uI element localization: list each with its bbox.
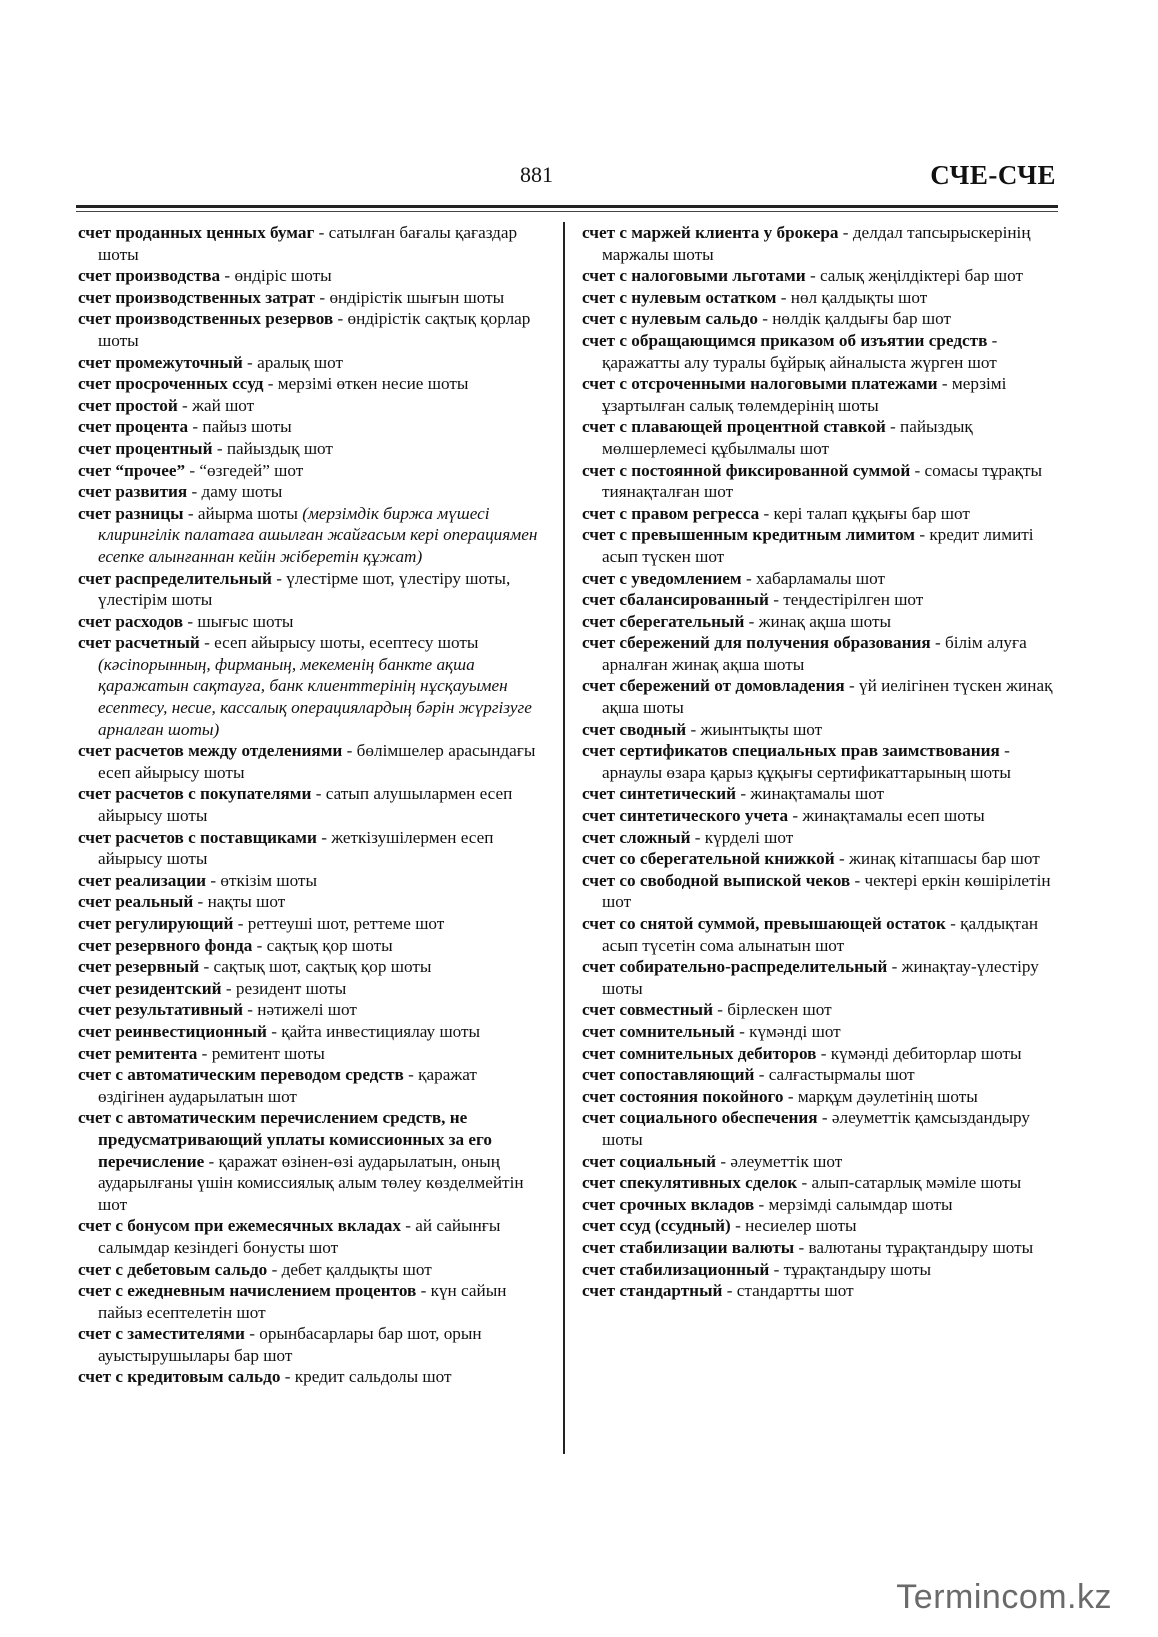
entry-translation: - мерзімі өткен несие шоты: [263, 374, 469, 394]
dictionary-entry: [582, 1151, 1054, 1173]
header-rule-thick: [76, 205, 1058, 208]
dictionary-entry: [78, 1215, 546, 1258]
entry-headword: счет расходов: [78, 611, 184, 631]
entry-translation: - стандартты шот: [722, 1281, 854, 1301]
entry-headword: счет регулирующий: [78, 914, 234, 933]
entry-translation: - айырма шоты: [183, 503, 303, 523]
entry-headword: счет сомнительных дебиторов: [582, 1043, 817, 1063]
dictionary-entry: [582, 416, 1054, 459]
dictionary-entry: [582, 740, 1054, 783]
dictionary-entry: [78, 740, 546, 783]
entry-headword: счет резервного фонда: [78, 935, 253, 955]
dictionary-entry: [582, 330, 1054, 373]
entry-translation: - қаражат өзінен-өзі аударылатын, оның аударылғаны үшін комиссиялық алым төлеу көзделмейтін шот: [98, 1151, 524, 1214]
entry-translation: - теңдестірілген шот: [768, 590, 924, 610]
entry-translation: - өндірістік шығын шоты: [315, 287, 505, 307]
entry-translation: - үй иелігінен түскен жинақ ақша шоты: [602, 676, 1053, 718]
dictionary-entry: [582, 1021, 1054, 1043]
entry-headword: счет с автоматическим переводом средств: [78, 1065, 404, 1085]
dictionary-entry: [582, 1194, 1054, 1216]
entry-headword: счет сопоставляющий: [582, 1065, 755, 1085]
entry-translation: - шығыс шоты: [183, 611, 294, 631]
entry-headword: счет ссуд (ссудный): [582, 1216, 731, 1236]
entry-translation: - қайта инвестициялау шоты: [266, 1021, 481, 1041]
entry-headword: счет социальный: [582, 1151, 717, 1171]
page-number: 881: [520, 162, 553, 187]
dictionary-entry: [78, 935, 546, 957]
entry-headword: счет с превышенным кредитным лимитом: [582, 525, 916, 545]
header-rule-thin: [76, 211, 1058, 212]
running-head: СЧЕ-СЧЕ: [930, 160, 1056, 190]
dictionary-entry: [582, 805, 1054, 827]
dictionary-entry: [78, 438, 546, 460]
entry-headword: счет реинвестиционный: [78, 1021, 267, 1041]
entry-translation: - жинақтау-үлестіру шоты: [602, 957, 1039, 998]
entry-headword: счет производства: [78, 266, 221, 286]
entry-translation: - кредит лимиті асып түскен шот: [602, 525, 1034, 566]
dictionary-entry: [582, 373, 1054, 416]
entry-headword: счет проданных ценных бумаг: [78, 223, 315, 242]
entry-headword: счет с автоматическим перечислением средств, не предусматривающий уплаты комиссионных за его перечисление: [78, 1108, 492, 1171]
entry-translation: - нақты шот: [193, 892, 286, 912]
entry-translation: - өндірістік сақтық қорлар шоты: [98, 309, 531, 350]
entry-headword: счет сводный: [582, 719, 687, 739]
entry-headword: счет производственных затрат: [78, 287, 316, 307]
entry-headword: счет резидентский: [78, 978, 222, 998]
entry-translation: - жинақтамалы шот: [736, 784, 885, 804]
entry-headword: счет промежуточный: [78, 352, 243, 372]
dictionary-entry: [582, 503, 1054, 525]
entry-translation: - үлестірме шот, үлестіру шоты, үлестірім шоты: [98, 568, 511, 610]
entry-translation: - әлеуметтік қамсыздандыру шоты: [602, 1108, 1030, 1149]
entry-headword: счет с нулевым остатком: [582, 287, 777, 307]
dictionary-entry: [78, 222, 546, 265]
entry-headword: счет социального обеспечения: [582, 1108, 818, 1128]
dictionary-entry: [78, 308, 546, 351]
entry-translation: - пайыздық шот: [212, 438, 333, 458]
entry-translation: - сатып алушылармен есеп айырысу шоты: [98, 784, 513, 826]
entry-headword: счет расчетов с покупателями: [78, 784, 312, 804]
entry-headword: счет стабилизации валюты: [582, 1237, 795, 1257]
entry-translation: - күмәнді дебиторлар шоты: [816, 1043, 1022, 1063]
entry-translation: - кері талап құқығы бар шот: [759, 503, 970, 523]
dictionary-entry: [582, 632, 1054, 675]
entry-translation: - жинақ ақша шоты: [744, 611, 892, 631]
entry-headword: счет сбережений от домовладения: [582, 676, 845, 696]
entry-translation: - бөлімшелер арасындағы есеп айырысу шоты: [98, 741, 536, 782]
entry-translation: - күмәнді шот: [734, 1021, 841, 1041]
entry-translation: - делдал тапсырыскерінің маржалы шоты: [602, 223, 1031, 264]
entry-headword: счет собирательно-распределительный: [582, 957, 888, 977]
dictionary-entry: [78, 1043, 546, 1065]
dictionary-entry: [582, 999, 1054, 1021]
dictionary-entry: [78, 1064, 546, 1107]
dictionary-entry: [78, 568, 546, 611]
entry-headword: счет спекулятивных сделок: [582, 1173, 798, 1193]
entry-translation: - мерзімі ұзартылған салық төлемдерінің шоты: [602, 374, 1007, 415]
dictionary-entry: [582, 1064, 1054, 1086]
dictionary-entry: [78, 265, 546, 287]
dictionary-entry: [582, 848, 1054, 870]
dictionary-entry: [78, 481, 546, 503]
entry-translation: - сақтық қор шоты: [252, 935, 393, 955]
entry-headword: счет сберегательный: [582, 611, 745, 631]
entry-headword: счет реализации: [78, 870, 207, 890]
entry-headword: счет с ежедневным начислением процентов: [78, 1281, 417, 1301]
dictionary-entry: [78, 460, 546, 482]
entry-headword: счет со свободной выпиской чеков: [582, 870, 851, 890]
entry-translation: - мерзімді салымдар шоты: [754, 1194, 953, 1214]
entry-translation: - өндіріс шоты: [220, 266, 332, 286]
entry-headword: счет с налоговыми льготами: [582, 266, 806, 286]
entry-headword: счет с постоянной фиксированной суммой: [582, 460, 911, 480]
entry-translation: - сатылған бағалы қағаздар шоты: [98, 223, 518, 264]
entry-headword: счет синтетического учета: [582, 806, 789, 826]
entry-translation: - қалдықтан асып түсетін сома алынатын шот: [602, 914, 1039, 955]
left-column: [78, 222, 546, 1388]
entry-translation: - нәтижелі шот: [242, 1000, 357, 1020]
entry-translation: - білім алуға арналған жинақ ақша шоты: [602, 633, 1027, 674]
dictionary-entry: [78, 1107, 546, 1215]
dictionary-entry: [582, 460, 1054, 503]
entry-headword: счет резервный: [78, 957, 200, 977]
entry-headword: счет процентный: [78, 438, 213, 458]
dictionary-entry: [582, 1086, 1054, 1108]
entry-headword: счет с правом регресса: [582, 503, 760, 523]
entry-translation: - есеп айырысу шоты, есептесу шоты: [199, 633, 479, 653]
dictionary-entry: [582, 1237, 1054, 1259]
dictionary-entry: [78, 352, 546, 374]
dictionary-entry: [582, 524, 1054, 567]
dictionary-entry: [78, 870, 546, 892]
entry-note: (кәсіпорынның, фирманың, мекеменің банкте ақша қаражатын сақтауға, банк клиенттерінің нұсқауымен есептесу, несие, кассалық операциялардың бәрін жүргізуге арналған шоты): [98, 654, 532, 739]
entry-headword: счет развития: [78, 482, 188, 502]
entry-headword: счет процента: [78, 417, 189, 437]
entry-translation: - нөлдік қалдығы бар шот: [757, 309, 952, 329]
dictionary-entry: [582, 1215, 1054, 1237]
entry-headword: счет с уведомлением: [582, 568, 742, 588]
dictionary-entry: [78, 416, 546, 438]
entry-headword: счет расчетный: [78, 633, 200, 653]
entry-translation: - қаражатты алу туралы бұйрық айналыста жүрген шот: [602, 330, 998, 372]
entry-translation: - салық жеңілдіктері бар шот: [805, 266, 1024, 286]
dictionary-entry: [582, 827, 1054, 849]
entry-translation: - нөл қалдықты шот: [776, 287, 928, 307]
entry-headword: счет сбалансированный: [582, 590, 769, 610]
entry-headword: счет синтетический: [582, 784, 737, 804]
entry-headword: счет сложный: [582, 827, 691, 847]
entry-headword: счет расчетов между отделениями: [78, 741, 343, 761]
entry-headword: счет с отсроченными налоговыми платежами: [582, 374, 938, 394]
dictionary-entry: [78, 891, 546, 913]
entry-headword: счет результативный: [78, 1000, 243, 1020]
entry-translation: - сомасы тұрақты тиянақталған шот: [602, 460, 1043, 502]
entry-headword: счет с дебетовым сальдо: [78, 1259, 268, 1279]
dictionary-entry: [78, 913, 546, 935]
dictionary-entry: [78, 1323, 546, 1366]
dictionary-entry: [78, 395, 546, 417]
dictionary-entry: [78, 1366, 546, 1388]
dictionary-entry: [78, 503, 546, 568]
entry-headword: счет сертификатов специальных прав заимствования: [582, 741, 1000, 761]
entry-note: (мерзімдік биржа мүшесі клирингілік палатаға ашылған жайғасым кері операциямен есепке алынғаннан кейін жіберетін құжат): [98, 503, 538, 566]
column-divider: [563, 222, 565, 1454]
dictionary-entry: [78, 1021, 546, 1043]
entry-headword: счет с бонусом при ежемесячных вкладах: [78, 1216, 401, 1236]
entry-translation: - жинақтамалы есеп шоты: [788, 806, 985, 826]
entry-headword: счет совместный: [582, 1000, 713, 1020]
dictionary-entry: [582, 956, 1054, 999]
entry-translation: - хабарламалы шот: [741, 568, 885, 588]
dictionary-entry: [582, 1259, 1054, 1281]
entry-headword: счет ремитента: [78, 1043, 198, 1063]
entry-headword: счет с плавающей процентной ставкой: [582, 417, 886, 437]
dictionary-entry: [582, 222, 1054, 265]
entry-headword: счет “прочее”: [78, 460, 186, 480]
dictionary-entry: [582, 265, 1054, 287]
dictionary-entry: [78, 1259, 546, 1281]
entry-headword: счет стандартный: [582, 1281, 723, 1301]
entry-headword: счет разницы: [78, 503, 184, 523]
dictionary-entry: [582, 913, 1054, 956]
entry-headword: счет расчетов с поставщиками: [78, 827, 317, 847]
entry-headword: счет реальный: [78, 892, 194, 912]
entry-translation: - пайыздық мөлшерлемесі құбылмалы шот: [602, 417, 973, 458]
dictionary-entry: [78, 978, 546, 1000]
entry-translation: - өткізім шоты: [206, 870, 317, 890]
dictionary-entry: [582, 611, 1054, 633]
entry-translation: - пайыз шоты: [188, 417, 292, 437]
entry-translation: - күн сайын пайыз есептелетін шот: [98, 1281, 507, 1322]
entry-translation: - кредит сальдолы шот: [280, 1367, 452, 1387]
entry-headword: счет с обращающимся приказом об изъятии средств: [582, 330, 988, 350]
entry-translation: - күрделі шот: [690, 827, 794, 847]
entry-headword: счет простой: [78, 395, 178, 415]
dictionary-entry: [78, 1280, 546, 1323]
entry-translation: - алып-сатарлық мәміле шоты: [797, 1173, 1022, 1193]
dictionary-entry: [78, 783, 546, 826]
entry-translation: - чектері еркін көшірілетін шот: [602, 870, 1051, 912]
entry-headword: счет стабилизационный: [582, 1259, 770, 1279]
dictionary-entry: [582, 1172, 1054, 1194]
entry-translation: - реттеуші шот, реттеме шот: [233, 914, 445, 933]
dictionary-entry: [582, 308, 1054, 330]
entry-headword: счет производственных резервов: [78, 309, 334, 329]
entry-translation: - сақтық шот, сақтық қор шоты: [199, 957, 432, 977]
entry-headword: счет со сберегательной книжкой: [582, 849, 835, 869]
entry-headword: счет с маржей клиента у брокера: [582, 223, 839, 242]
entry-translation: - дебет қалдықты шот: [267, 1259, 432, 1279]
entry-headword: счет сбережений для получения образования: [582, 633, 931, 653]
entry-translation: - орынбасарлары бар шот, орын ауыстырушылары бар шот: [98, 1324, 482, 1365]
entry-translation: - әлеуметтік шот: [716, 1151, 843, 1171]
dictionary-entry: [582, 870, 1054, 913]
entry-translation: - қаражат өздігінен аударылатын шот: [98, 1065, 477, 1106]
entry-headword: счет со снятой суммой, превышающей остаток: [582, 914, 946, 933]
entry-headword: счет распределительный: [78, 568, 272, 588]
entry-headword: счет с кредитовым сальдо: [78, 1367, 281, 1387]
dictionary-entry: [582, 589, 1054, 611]
entry-translation: - салғастырмалы шот: [754, 1065, 915, 1085]
right-column: [582, 222, 1054, 1302]
entry-headword: счет сомнительный: [582, 1021, 735, 1041]
entry-translation: - несиелер шоты: [730, 1216, 857, 1236]
entry-translation: - бірлескен шот: [712, 1000, 832, 1020]
dictionary-entry: [78, 287, 546, 309]
entry-translation: - арнаулы өзара қарыз құқығы сертификаттарының шоты: [602, 741, 1011, 782]
dictionary-entry: [78, 827, 546, 870]
dictionary-entry: [582, 719, 1054, 741]
dictionary-entry: [78, 632, 546, 740]
entry-translation: - жай шот: [177, 395, 255, 415]
entry-translation: - валютаны тұрақтандыру шоты: [794, 1237, 1034, 1257]
entry-translation: - даму шоты: [187, 482, 283, 502]
dictionary-entry: [582, 287, 1054, 309]
dictionary-entry: [582, 1107, 1054, 1150]
dictionary-entry: [582, 568, 1054, 590]
entry-translation: - ремитент шоты: [197, 1043, 325, 1063]
dictionary-entry: [582, 1280, 1054, 1302]
entry-headword: счет срочных вкладов: [582, 1194, 755, 1214]
entry-headword: счет состояния покойного: [582, 1086, 784, 1106]
dictionary-entry: [78, 999, 546, 1021]
entry-translation: - жинақ кітапшасы бар шот: [834, 849, 1040, 869]
entry-translation: - жеткізушілермен есеп айырысу шоты: [98, 827, 494, 869]
dictionary-entry: [582, 675, 1054, 718]
entry-translation: - ай сайынғы салымдар кезіндегі бонусты шот: [98, 1216, 501, 1257]
dictionary-entry: [582, 783, 1054, 805]
entry-translation: - марқұм дәулетінің шоты: [783, 1086, 978, 1106]
dictionary-entry: [582, 1043, 1054, 1065]
entry-translation: - резидент шоты: [221, 978, 347, 998]
entry-translation: - жиынтықты шот: [686, 719, 823, 739]
entry-translation: - тұрақтандыру шоты: [769, 1259, 932, 1279]
entry-headword: счет просроченных ссуд: [78, 374, 264, 394]
entry-translation: - “өзгедей” шот: [185, 460, 304, 480]
dictionary-entry: [78, 611, 546, 633]
entry-headword: счет с нулевым сальдо: [582, 309, 758, 329]
entry-translation: - аралық шот: [242, 352, 343, 372]
dictionary-entry: [78, 956, 546, 978]
site-logo: Termincom.kz: [896, 1578, 1112, 1616]
entry-headword: счет с заместителями: [78, 1324, 245, 1344]
dictionary-entry: [78, 373, 546, 395]
